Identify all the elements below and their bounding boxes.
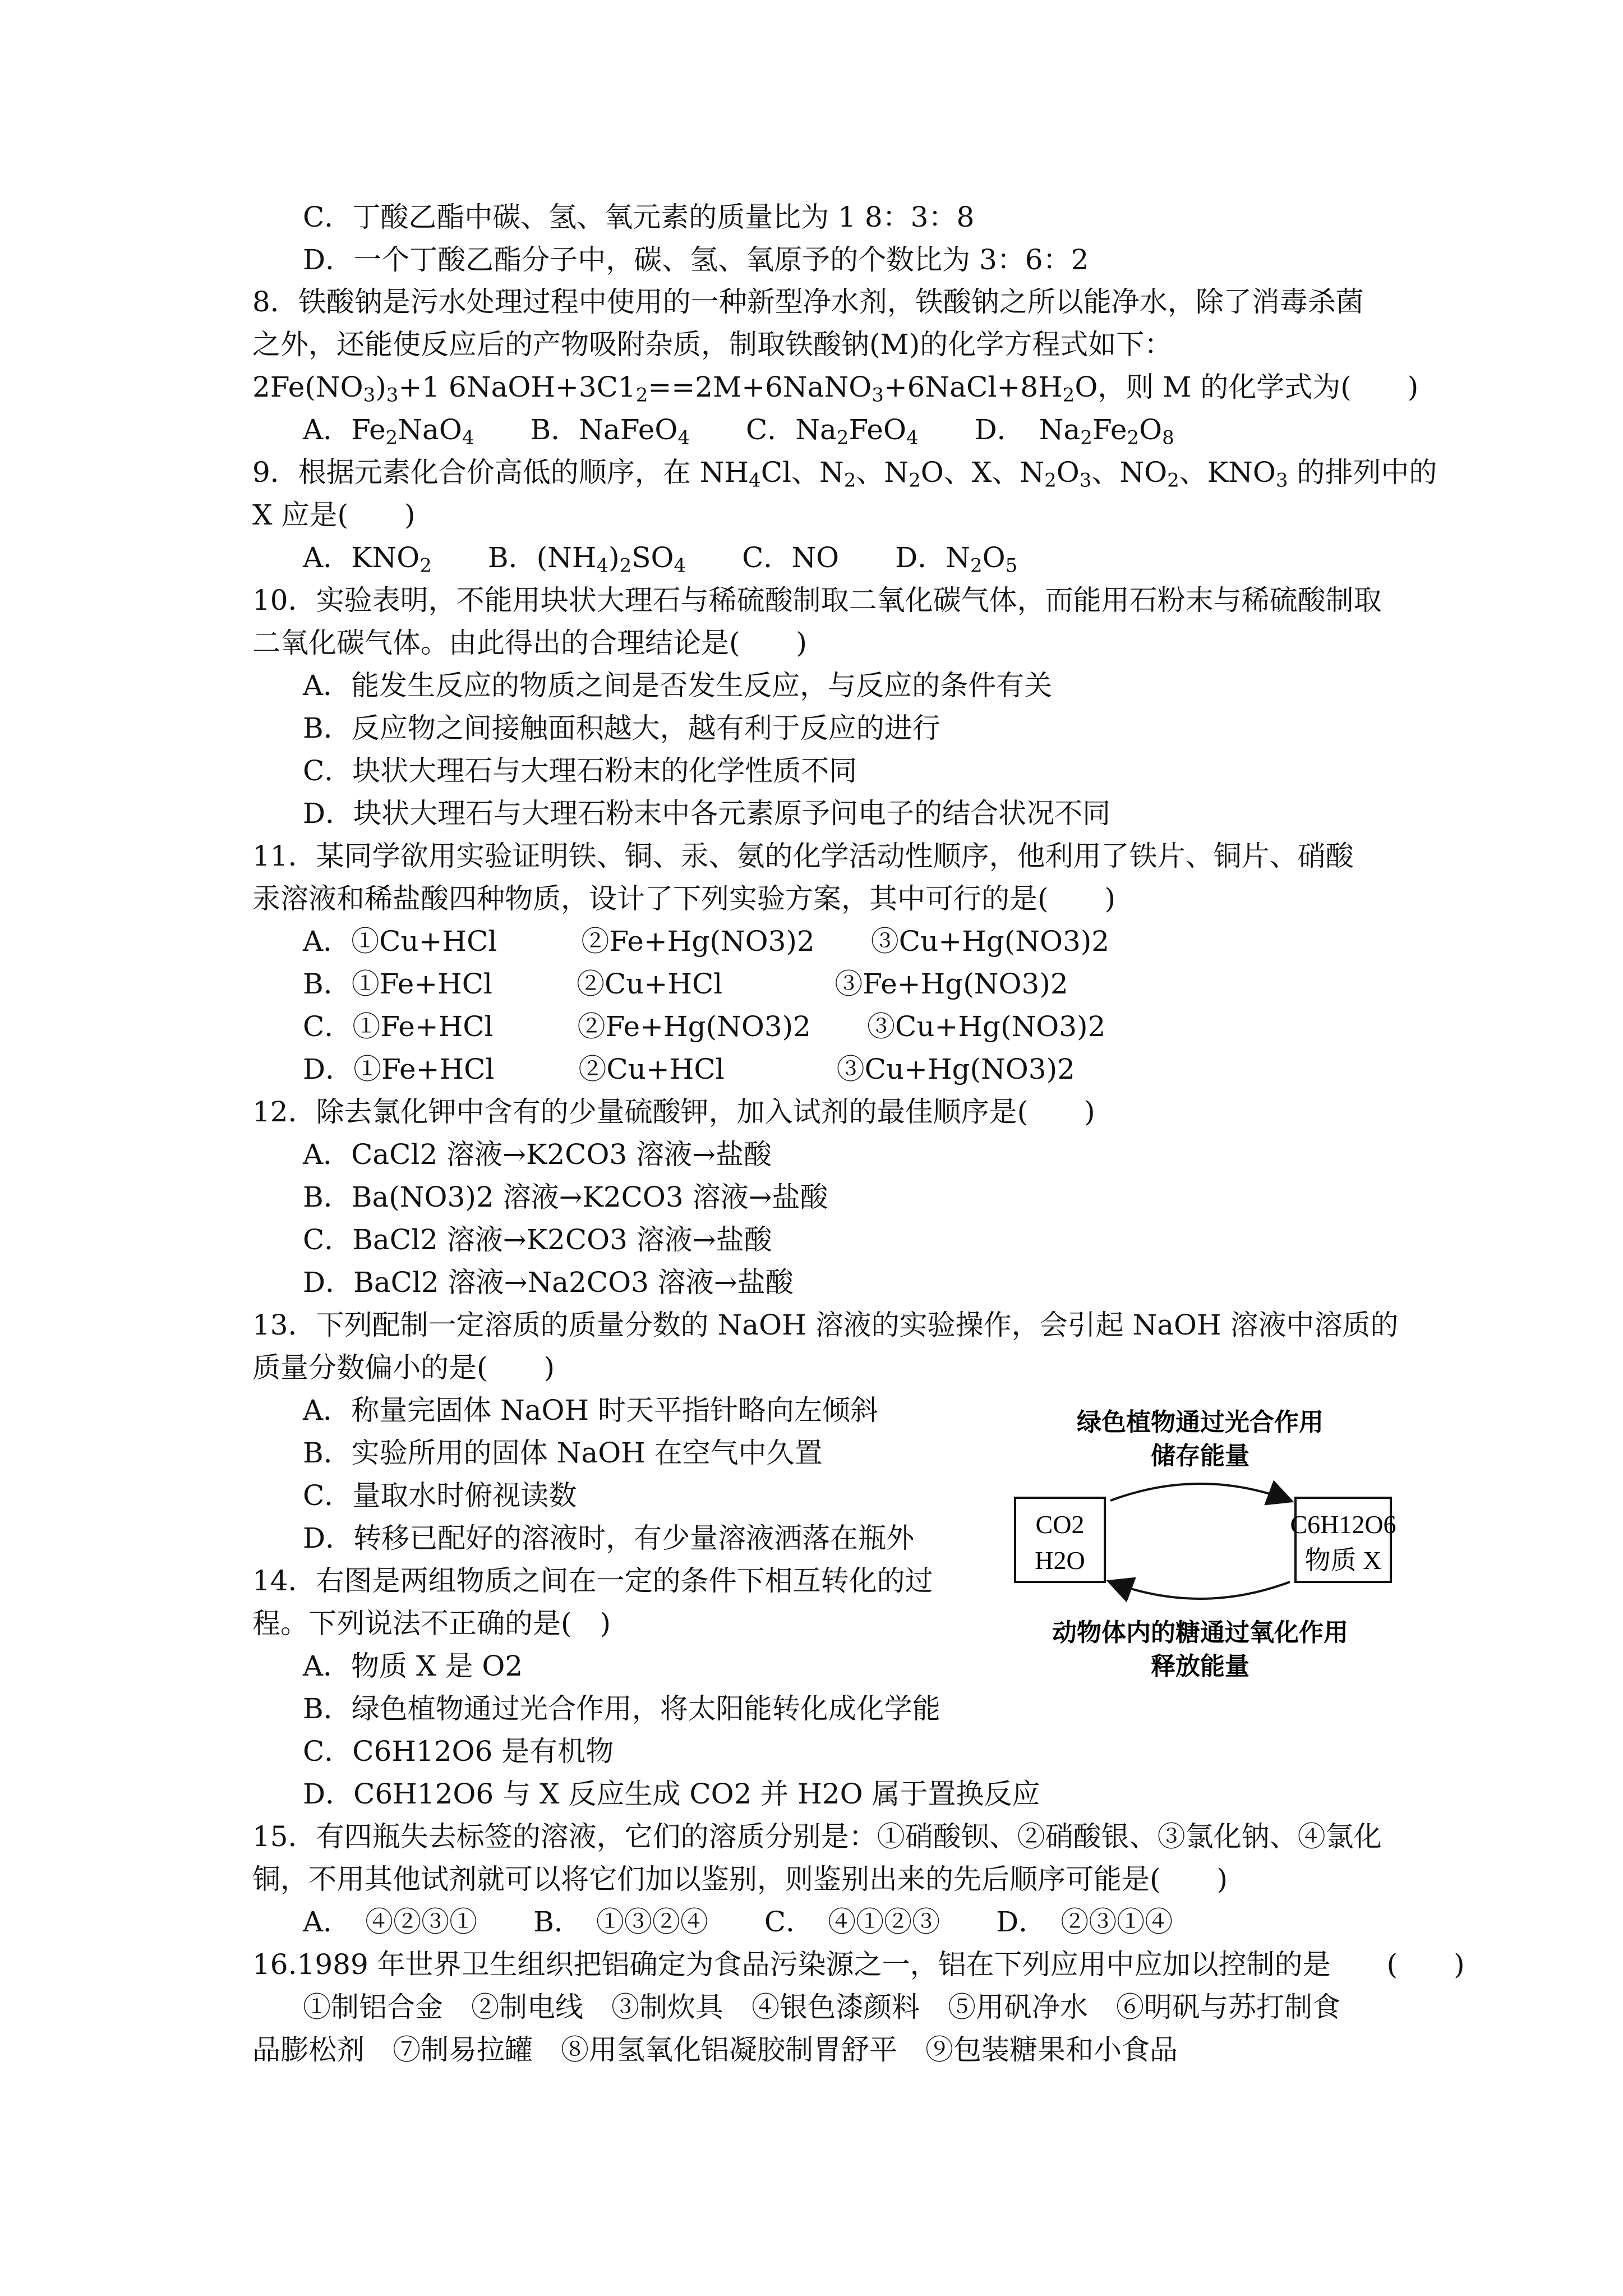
q7-option-d: D．一个丁酸乙酯分子中，碳、氢、氧原予的个数比为 3：6：2 bbox=[303, 243, 1089, 276]
q11-option-d: D．①Fe+HCl ②Cu+HCl ③Cu+Hg(NO3)2 bbox=[303, 1053, 1075, 1085]
q14-option-c: C．C6H12O6 是有机物 bbox=[303, 1735, 614, 1768]
diagram-top-label-1: 绿色植物通过光合作用 bbox=[1077, 1408, 1324, 1437]
q13-option-c: C．量取水时俯视读数 bbox=[303, 1479, 577, 1512]
q11-stem-1: 11．某同学欲用实验证明铁、铜、汞、氨的化学活动性顺序，他利用了铁片、铜片、硝酸 bbox=[252, 840, 1354, 872]
diagram-top-label-2: 储存能量 bbox=[1151, 1442, 1249, 1470]
q8-stem-1: 8．铁酸钠是污水处理过程中使用的一种新型净水剂，铁酸钠之所以能净水，除了消毒杀菌 bbox=[252, 286, 1364, 318]
q10-option-c: C．块状大理石与大理石粉末的化学性质不同 bbox=[303, 754, 857, 787]
diagram-bottom-label-2: 释放能量 bbox=[1151, 1652, 1249, 1681]
diagram-arrow-bottom bbox=[1110, 1582, 1290, 1599]
diagram-left-1: CO2 bbox=[1035, 1510, 1085, 1539]
q12-option-a: A．CaCl2 溶液→K2CO3 溶液→盐酸 bbox=[303, 1138, 772, 1171]
q14-option-b: B．绿色植物通过光合作用，将太阳能转化成化学能 bbox=[303, 1692, 940, 1725]
q15-stem-2: 铜，不用其他试剂就可以将它们加以鉴别，则鉴别出来的先后顺序可能是( ) bbox=[252, 1863, 1228, 1895]
q12-option-b: B．Ba(NO3)2 溶液→K2CO3 溶液→盐酸 bbox=[303, 1181, 828, 1213]
q10-stem-2: 二氧化碳气体。由此得出的合理结论是( ) bbox=[252, 627, 808, 659]
conversion-diagram bbox=[1004, 1405, 1396, 1686]
q8-options: A．$Fe_2NaO_4$ B．NaFeO$_4$ C．$Na_2FeO_4$ D． $Na_2Fe_2O_8$ bbox=[303, 413, 1174, 449]
q11-option-b: B．①Fe+HCl ②Cu+HCl ③Fe+Hg(NO3)2 bbox=[303, 968, 1068, 1000]
diagram-right-1: C6H12O6 bbox=[1290, 1510, 1396, 1539]
q10-stem-1: 10．实验表明，不能用块状大理石与稀硫酸制取二氧化碳气体，而能用石粉末与稀硫酸制取 bbox=[252, 584, 1382, 616]
q12-option-d: D．BaCl2 溶液→Na2CO3 溶液→盐酸 bbox=[303, 1266, 794, 1299]
q13-option-d: D．转移已配好的溶液时，有少量溶液洒落在瓶外 bbox=[303, 1522, 915, 1554]
q14-stem-1: 14．右图是两组物质之间在一定的条件下相互转化的过 bbox=[252, 1565, 933, 1597]
q13-stem-1: 13．下列配制一定溶质的质量分数的 NaOH 溶液的实验操作，会引起 NaOH 溶液中溶质的 bbox=[252, 1309, 1399, 1341]
q15-stem-1: 15．有四瓶失去标签的溶液，它们的溶质分别是：①硝酸钡、②硝酸银、③氯化钠、④氯化 bbox=[252, 1820, 1382, 1853]
q9-stem-1: 9．根据元素化合价高低的顺序，在 $NH_4Cl$、$N_2$、$N_2O$、X、$N_2O_3$、$NO_2$、$KNO_3$ 的排列中的 bbox=[252, 456, 1437, 492]
diagram-arrow-top bbox=[1110, 1484, 1290, 1501]
diagram-bottom-label-1: 动物体内的糖通过氧化作用 bbox=[1052, 1618, 1348, 1647]
q11-option-c: C．①Fe+HCl ②Fe+Hg(NO3)2 ③Cu+Hg(NO3)2 bbox=[303, 1010, 1106, 1043]
q12-stem: 12．除去氯化钾中含有的少量硫酸钾，加入试剂的最佳顺序是( ) bbox=[252, 1096, 1095, 1128]
q11-option-a: A．①Cu+HCl ②Fe+Hg(NO3)2 ③Cu+Hg(NO3)2 bbox=[303, 925, 1110, 958]
q10-option-d: D．块状大理石与大理石粉末中各元素原予问电子的结合状况不同 bbox=[303, 797, 1111, 830]
q16-items-1: ①制铝合金 ②制电线 ③制炊具 ④银色漆颜料 ⑤用矾净水 ⑥明矾与苏打制食 bbox=[303, 1991, 1340, 2023]
q11-stem-2: 汞溶液和稀盐酸四种物质，设计了下列实验方案，其中可行的是( ) bbox=[252, 882, 1116, 915]
q9-options: A．$KNO_2$ B．$(NH_4)_2SO_4$ C．NO D．$N_2O_5$ bbox=[303, 541, 1018, 577]
q8-stem-2: 之外，还能使反应后的产物吸附杂质，制取铁酸钠(M)的化学方程式如下： bbox=[252, 328, 1173, 361]
q13-option-a: A．称量完固体 NaOH 时天平指针略向左倾斜 bbox=[303, 1394, 879, 1427]
q13-stem-2: 质量分数偏小的是( ) bbox=[252, 1351, 555, 1384]
q16-items-2: 品膨松剂 ⑦制易拉罐 ⑧用氢氧化铝凝胶制胃舒平 ⑨包装糖果和小食品 bbox=[252, 2033, 1178, 2066]
diagram-left-2: H2O bbox=[1035, 1546, 1085, 1575]
q12-option-c: C．BaCl2 溶液→K2CO3 溶液→盐酸 bbox=[303, 1223, 772, 1256]
q14-stem-2: 程。下列说法不正确的是( ) bbox=[252, 1607, 611, 1640]
diagram-right-2: 物质 X bbox=[1304, 1546, 1382, 1575]
q14-option-a: A．物质 X 是 O2 bbox=[303, 1650, 523, 1682]
q15-options: A． ④②③① B． ①③②④ C． ④①②③ D． ②③①④ bbox=[303, 1906, 1173, 1938]
q8-equation: $2Fe(NO_3)_3+1$ $6NaOH+3C1_2==2M+6NaNO_3+6NaCl+8H_2O$，则 M 的化学式为( ) bbox=[252, 371, 1419, 407]
q10-option-a: A．能发生反应的物质之间是否发生反应，与反应的条件有关 bbox=[303, 669, 1053, 702]
q14-option-d: D．C6H12O6 与 X 反应生成 CO2 并 H2O 属于置换反应 bbox=[303, 1778, 1040, 1810]
q16-stem: 16.1989 年世界卫生组织把铝确定为食品污染源之一，铝在下列应用中应加以控制的是 ( ) bbox=[252, 1948, 1465, 1981]
q13-option-b: B．实验所用的固体 NaOH 在空气中久置 bbox=[303, 1437, 823, 1469]
q7-option-c: C．丁酸乙酯中碳、氢、氧元素的质量比为 1 8：3：8 bbox=[303, 201, 975, 233]
q9-stem-2: X 应是( ) bbox=[252, 499, 416, 531]
q10-option-b: B．反应物之间接触面积越大，越有利于反应的进行 bbox=[303, 712, 940, 744]
